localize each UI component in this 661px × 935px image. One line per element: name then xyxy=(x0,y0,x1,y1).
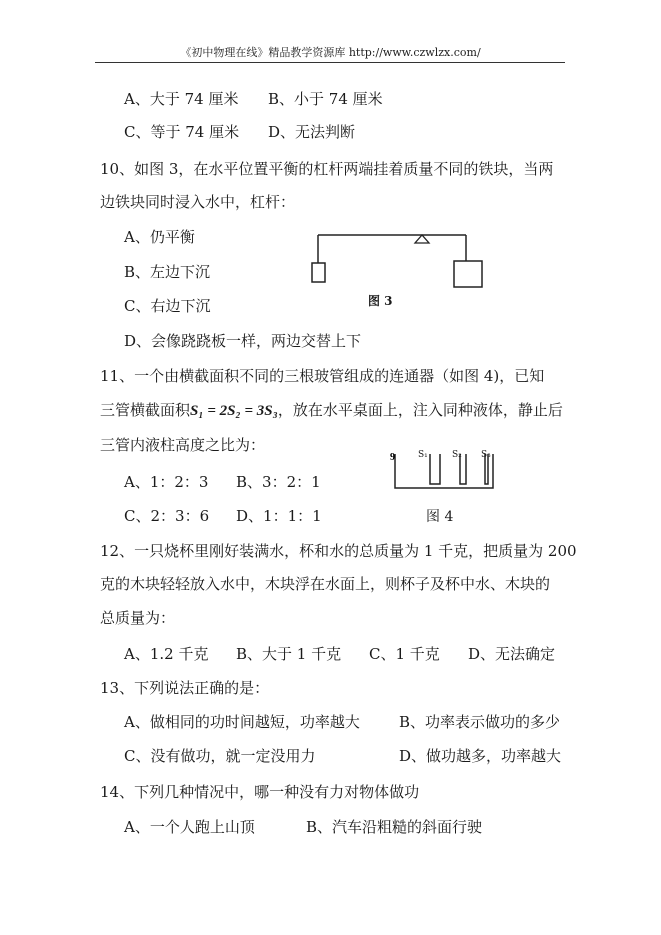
figure-3-caption: 图 3 xyxy=(368,294,393,308)
q13-stem: 13、下列说法正确的是： xyxy=(100,679,270,697)
q12-option-c: C、1 千克 xyxy=(369,645,440,663)
q12-stem-line1: 12、一只烧杯里刚好装满水，杯和水的总质量为 1 千克，把质量为 200 xyxy=(100,542,577,560)
figure-4-label-s2: S₂ xyxy=(452,450,462,460)
q10-option-c: C、右边下沉 xyxy=(124,297,211,315)
vessel-mark-icon: 9 xyxy=(390,452,395,463)
q9-option-c: C、等于 74 厘米 xyxy=(124,123,240,141)
q12-stem-line3: 总质量为： xyxy=(100,609,176,627)
q12-stem-line2: 克的木块轻轻放入水中，木块浮在水面上，则杯子及杯中水、木块的 xyxy=(100,575,551,593)
q13-option-d: D、做功越多，功率越大 xyxy=(399,747,562,765)
figure-3-lever xyxy=(300,225,500,325)
q13-option-c: C、没有做功，就一定没用力 xyxy=(124,747,316,765)
figure-4-label-s1: S₁ xyxy=(418,450,428,460)
q14-stem: 14、下列几种情况中，哪一种没有力对物体做功 xyxy=(100,783,420,801)
q11-stem-suffix: ，放在水平桌面上，注入同种液体，静止后 xyxy=(277,401,563,419)
left-iron-block xyxy=(312,263,325,282)
page-header: 《初中物理在线》精品教学资源库 http://www.czwlzx.com/ xyxy=(180,46,481,59)
q11-stem-line3: 三管内液柱高度之比为： xyxy=(100,436,266,454)
q9-option-b: B、小于 74 厘米 xyxy=(268,90,383,108)
q11-option-b: B、3：2：1 xyxy=(236,473,321,491)
q14-option-b: B、汽车沿粗糙的斜面行驶 xyxy=(306,818,483,836)
q11-stem-prefix: 三管横截面积 xyxy=(100,401,191,419)
q14-option-a: A、一个人跑上山顶 xyxy=(124,818,255,836)
q11-formula: S₁ = 2S₂ = 3S₃ xyxy=(190,403,278,419)
q10-stem-line1: 10、如图 3，在水平位置平衡的杠杆两端挂着质量不同的铁块，当两 xyxy=(100,160,554,178)
figure-4-caption: 图 4 xyxy=(426,509,454,525)
fulcrum-icon xyxy=(415,235,429,243)
q12-option-b: B、大于 1 千克 xyxy=(236,645,342,663)
q13-option-b: B、功率表示做功的多少 xyxy=(399,713,561,731)
q13-option-a: A、做相同的功时间越短，功率越大 xyxy=(124,713,360,731)
q12-option-a: A、1.2 千克 xyxy=(124,645,209,663)
q11-option-c: C、2：3：6 xyxy=(124,507,210,525)
q11-option-d: D、1：1：1 xyxy=(236,507,322,525)
q11-stem-line1: 11、一个由横截面积不同的三根玻管组成的连通器（如图 4)，已知 xyxy=(100,367,545,385)
right-iron-block xyxy=(454,261,482,287)
q10-option-a: A、仍平衡 xyxy=(124,228,195,246)
q10-stem-line2: 边铁块同时浸入水中，杠杆： xyxy=(100,193,296,211)
tube-1 xyxy=(430,454,440,484)
q9-option-d: D、无法判断 xyxy=(268,123,356,141)
header-rule xyxy=(95,62,565,63)
q10-option-d: D、会像跷跷板一样，两边交替上下 xyxy=(124,332,362,350)
q11-stem-line2 xyxy=(100,400,563,421)
q12-option-d: D、无法确定 xyxy=(468,645,556,663)
q11-option-a: A、1：2：3 xyxy=(124,473,209,491)
q9-option-a: A、大于 74 厘米 xyxy=(124,90,239,108)
vessel-outline xyxy=(395,454,493,488)
figure-4-label-s3: S₃ xyxy=(481,450,491,460)
q10-option-b: B、左边下沉 xyxy=(124,263,211,281)
